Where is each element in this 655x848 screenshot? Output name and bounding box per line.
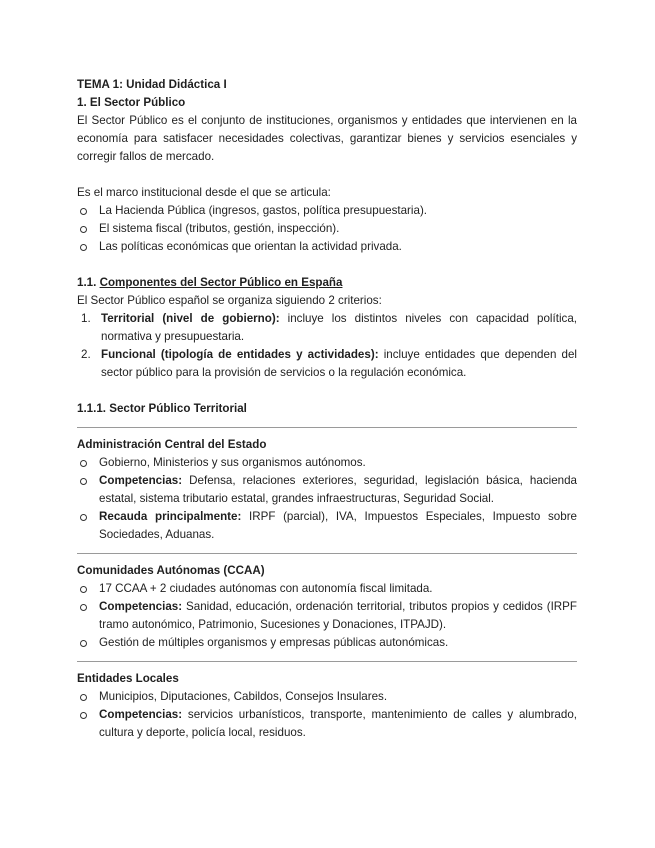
item-label: Competencias: xyxy=(99,474,183,487)
item-label: Funcional (tipología de entidades y actividades): xyxy=(101,348,379,361)
item-label: Recauda principalmente: xyxy=(99,510,242,523)
intro-bullet-list xyxy=(77,202,577,256)
list-item: Las políticas económicas que orientan la actividad privada. xyxy=(77,238,577,256)
list-item xyxy=(77,346,577,382)
item-label: Competencias: xyxy=(99,600,183,613)
intro-lead: Es el marco institucional desde el que se articula: xyxy=(77,186,331,199)
list-item: Municipios, Diputaciones, Cabildos, Consejos Insulares. xyxy=(77,688,577,706)
list-item xyxy=(77,472,577,508)
list-item: 17 CCAA + 2 ciudades autónomas con autonomía fiscal limitada. xyxy=(77,580,577,598)
list-item: La Hacienda Pública (ingresos, gastos, política presupuestaria). xyxy=(77,202,577,220)
ccaa-bullet-list xyxy=(77,580,577,652)
componentes-lead: El Sector Público español se organiza siguiendo 2 criterios: xyxy=(77,294,382,307)
item-text: servicios urbanísticos, transporte, mantenimiento de calles y alumbrado, cultura y deporte, policía local, residuos. xyxy=(99,708,577,739)
item-label: Competencias: xyxy=(99,708,183,721)
item-text: Defensa, relaciones exteriores, seguridad, legislación básica, hacienda estatal, sistema tributario estatal, grandes infraestructuras, Seguridad Social. xyxy=(99,474,577,505)
item-number: 2. xyxy=(81,348,91,361)
section-title: Componentes del Sector Público en España xyxy=(99,276,343,289)
tema-title: TEMA 1: Unidad Didáctica I xyxy=(77,78,227,91)
age-bullet-list xyxy=(77,454,577,544)
list-item: Gestión de múltiples organismos y empresas públicas autonómicas. xyxy=(77,634,577,652)
list-item: El sistema fiscal (tributos, gestión, inspección). xyxy=(77,220,577,238)
section-1-1-heading xyxy=(77,274,577,292)
document-page xyxy=(77,76,577,742)
item-label: Territorial (nivel de gobierno): xyxy=(101,312,280,325)
divider xyxy=(77,553,577,554)
item-number: 1. xyxy=(81,312,91,325)
locales-heading: Entidades Locales xyxy=(77,672,179,685)
list-item xyxy=(77,310,577,346)
locales-bullet-list xyxy=(77,688,577,742)
section-1-heading: 1. El Sector Público xyxy=(77,96,186,109)
item-text: incluye los distintos niveles con capacidad política, normativa y presupuestaria. xyxy=(101,312,577,343)
list-item xyxy=(77,706,577,742)
item-text: incluye entidades que dependen del sector público para la provisión de servicios o la regulación económica. xyxy=(101,348,577,379)
divider xyxy=(77,661,577,662)
list-item: Gobierno, Ministerios y sus organismos autónomos. xyxy=(77,454,577,472)
intro-paragraph: El Sector Público es el conjunto de instituciones, organismos y entidades que intervienen en la economía para satisfacer necesidades colectivas, garantizar bienes y servicios esenciales y corregir fallos de mercado. xyxy=(77,114,577,163)
list-item xyxy=(77,598,577,634)
ccaa-heading: Comunidades Autónomas (CCAA) xyxy=(77,564,265,577)
criteria-list xyxy=(77,310,577,382)
item-text: Sanidad, educación, ordenación territorial, tributos propios y cedidos (IRPF tramo autonómico, Patrimonio, Sucesiones y Donaciones, ITPAJD). xyxy=(99,600,577,631)
item-text: IRPF (parcial), IVA, Impuestos Especiales, Impuesto sobre Sociedades, Aduanas. xyxy=(99,510,578,541)
section-1-1-1-heading: 1.1.1. Sector Público Territorial xyxy=(77,402,247,415)
divider xyxy=(77,427,577,428)
section-number: 1.1. xyxy=(77,276,97,289)
age-heading: Administración Central del Estado xyxy=(77,438,267,451)
list-item xyxy=(77,508,577,544)
